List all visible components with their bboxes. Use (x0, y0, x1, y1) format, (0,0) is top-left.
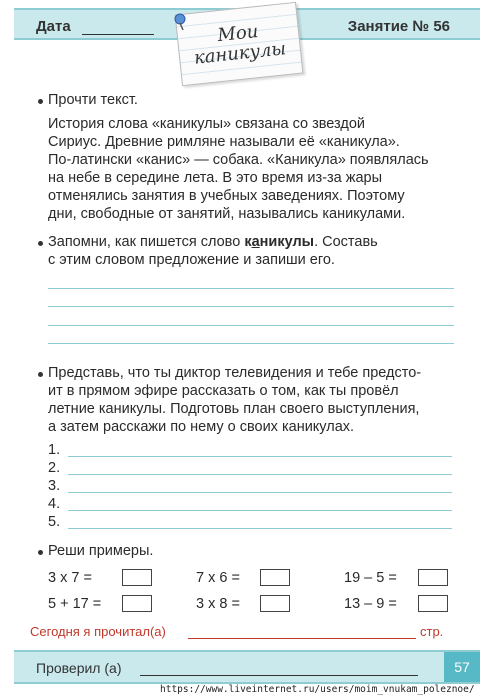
math-example: 3 x 8 = (196, 596, 240, 612)
bullet-icon (38, 550, 43, 555)
text-line: на небе в середине лета. В это время из-за жары (48, 170, 383, 186)
reading-log-label: Сегодня я прочитал(а) (30, 624, 166, 639)
task1-text (48, 115, 429, 223)
plan-line[interactable] (68, 456, 452, 457)
date-label: Дата (36, 18, 71, 35)
bullet-icon (38, 241, 43, 246)
plan-number: 1. (48, 442, 61, 458)
answer-box[interactable] (260, 595, 290, 612)
plan-number: 5. (48, 514, 61, 530)
reading-log-line[interactable] (188, 638, 416, 639)
plan-line[interactable] (68, 528, 452, 529)
answer-box[interactable] (418, 595, 448, 612)
plan-number: 3. (48, 478, 61, 494)
plan-line[interactable] (68, 492, 452, 493)
writing-line[interactable] (48, 306, 454, 307)
math-example: 3 x 7 = (48, 570, 92, 586)
highlighted-word: каникулы (244, 234, 315, 250)
writing-line[interactable] (48, 325, 454, 326)
math-example: 7 x 6 = (196, 570, 240, 586)
math-example: 13 – 9 = (344, 596, 397, 612)
page-title: Мои каникулы (193, 20, 287, 69)
task3-instruction: Представь, что ты диктор телевидения и тебе предсто- ит в прямом эфире рассказать о том, как ты провёл летние каникулы. Подготовь план своего выступления, а затем расскажи по нему о своих каникулах. (48, 365, 422, 435)
reading-log-suffix: стр. (420, 624, 444, 639)
page-number: 57 (444, 652, 480, 682)
text-line: отменялись занятия в учебных заведениях. Поэтому (48, 188, 405, 204)
writing-line[interactable] (48, 288, 454, 289)
checked-by-line[interactable] (140, 675, 418, 676)
title-card (175, 2, 304, 86)
plan-number: 2. (48, 460, 61, 476)
task4-instruction: Реши примеры. (48, 543, 154, 559)
answer-box[interactable] (418, 569, 448, 586)
source-url: https://www.liveinternet.ru/users/moim_vnukam_poleznoe/ (160, 684, 475, 695)
plan-line[interactable] (68, 474, 452, 475)
writing-line[interactable] (48, 343, 454, 344)
answer-box[interactable] (122, 595, 152, 612)
text-line: По-латински «канис» — собака. «Каникула» появлялась (48, 152, 429, 168)
math-example: 19 – 5 = (344, 570, 397, 586)
plan-line[interactable] (68, 510, 452, 511)
text-line: История слова «каникулы» связана со звездой (48, 116, 365, 132)
footer-band (14, 650, 480, 684)
answer-box[interactable] (260, 569, 290, 586)
text-line: Сириус. Древние римляне называли её «каникула». (48, 134, 400, 150)
checked-by-label: Проверил (а) (36, 660, 122, 676)
answer-box[interactable] (122, 569, 152, 586)
math-example: 5 + 17 = (48, 596, 102, 612)
date-input-line[interactable] (82, 34, 154, 35)
bullet-icon (38, 99, 43, 104)
task2-instruction: Запомни, как пишется слово каникулы. Составь с этим словом предложение и запиши его. (48, 234, 378, 268)
task1-instruction: Прочти текст. (48, 92, 138, 108)
bullet-icon (38, 372, 43, 377)
plan-number: 4. (48, 496, 61, 512)
lesson-number: Занятие № 56 (347, 18, 450, 35)
text-line: дни, свободные от занятий, назывались каникулами. (48, 206, 406, 222)
pushpin-icon (170, 12, 190, 32)
stressed-letter: а (251, 234, 260, 250)
